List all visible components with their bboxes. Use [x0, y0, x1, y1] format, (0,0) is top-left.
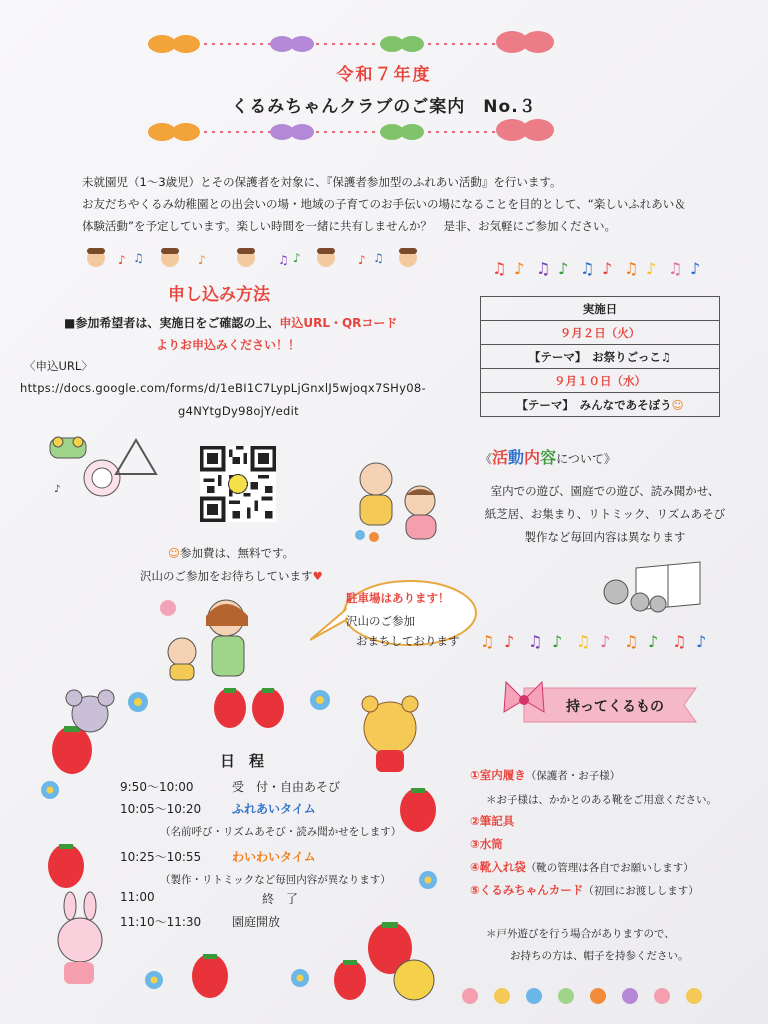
welcome-text: 沢山のご参加をお待ちしています — [140, 569, 313, 583]
event-date-2: ９月１０日（水） — [481, 369, 720, 393]
activity-heading-char: 容 — [540, 448, 557, 467]
butterfly-icon — [148, 35, 200, 53]
activity-heading-char: 活 — [492, 448, 509, 467]
timetable-activity: わいわいタイム — [232, 850, 316, 864]
svg-text:♪: ♪ — [600, 632, 611, 651]
svg-text:♪: ♪ — [552, 632, 563, 651]
svg-text:♫: ♫ — [672, 632, 687, 651]
bring-item-label: 筆記具 — [479, 814, 515, 828]
smiley-icon: ☺ — [671, 397, 684, 412]
timetable-time: 11:10～11:30 — [120, 915, 202, 929]
svg-text:♪: ♪ — [198, 253, 206, 267]
apply-instruction — [64, 314, 397, 331]
bring-item-name: ② — [470, 814, 480, 828]
activity-heading-char: 動 — [508, 448, 525, 467]
music-notes-row-2 — [480, 627, 720, 655]
smiley-icon: ☺ — [168, 546, 180, 560]
bring-item-name: ④ — [470, 860, 480, 874]
svg-text:♫: ♫ — [492, 259, 507, 278]
butterfly-icon — [270, 124, 314, 140]
activity-heading-char: 内 — [524, 448, 541, 467]
svg-text:♪: ♪ — [514, 259, 525, 278]
bring-item-note: （靴の管理は各自でお願いします） — [525, 862, 694, 874]
activity-line-1: 室内での遊び、園庭での遊び、読み聞かせ、 — [490, 484, 720, 498]
svg-text:♫: ♫ — [668, 259, 683, 278]
timetable-note: （製作・リトミックなど毎回内容が異なります） — [160, 874, 391, 886]
timetable-activity: 終 了 — [262, 892, 299, 906]
intro-line-2: お友だちやくるみ幼稚園との出会いの場・地域の子育てのお手伝いの場になることを目的として、“楽しいふれあい＆ — [82, 197, 686, 211]
timetable-activity: ふれあいタイム — [232, 802, 316, 816]
chick-icon — [394, 960, 434, 1000]
mice-book-illustration — [596, 558, 706, 618]
timetable-activity: 園庭開放 — [232, 915, 281, 929]
activity-line-2: 紙芝居、お集まり、リトミック、リズムあそび — [484, 507, 726, 521]
mother-child-illustration — [150, 592, 300, 682]
bring-item-label: 室内履き — [479, 768, 526, 782]
event-dates-table — [480, 296, 720, 417]
butterfly-icon — [496, 31, 554, 53]
svg-text:♪: ♪ — [602, 259, 613, 278]
svg-text:♫: ♫ — [624, 632, 639, 651]
timetable-time: 11:00 — [120, 890, 155, 904]
parking-line-2: 沢山のご参加 — [346, 614, 415, 628]
butterfly-icon — [380, 124, 424, 140]
svg-text:♫: ♫ — [536, 259, 551, 278]
svg-text:♫: ♫ — [480, 632, 495, 651]
activity-line-3: 製作など毎回内容は異なります — [524, 530, 686, 544]
butterfly-icon — [148, 123, 200, 141]
svg-text:♪: ♪ — [646, 259, 657, 278]
svg-text:♫: ♫ — [576, 632, 591, 651]
bring-item-note: （初回にお渡しします） — [583, 885, 699, 897]
parking-line-3: おまちしております — [356, 634, 460, 648]
music-notes-row-1 — [492, 254, 722, 282]
activity-heading — [480, 445, 616, 468]
application-url-line-1[interactable]: https://docs.google.com/forms/d/1eBI1C7LypLjGnxlJ5wjoqx7SHy08- — [20, 381, 426, 395]
event-theme-2-text: 【テーマ】 みんなであそぼう — [516, 397, 672, 412]
rabbit-icon — [58, 892, 102, 984]
butterfly-garland-top — [140, 28, 560, 60]
svg-text:♪: ♪ — [358, 253, 366, 267]
butterfly-icon — [270, 36, 314, 52]
svg-text:♫: ♫ — [278, 253, 289, 267]
butterfly-icon — [496, 119, 554, 141]
shoe-note: ＊お子様は、かかとのある靴をご用意ください。 — [486, 794, 717, 806]
activity-heading-open: 《 — [480, 452, 493, 466]
qr-code-icon[interactable] — [200, 446, 276, 522]
mouse-icon — [66, 690, 114, 732]
svg-text:♫: ♫ — [580, 259, 595, 278]
bring-item — [470, 813, 514, 829]
fee-line — [168, 545, 294, 561]
event-theme-1-text: 【テーマ】 お祭りごっこ — [528, 349, 661, 364]
timetable-time: 10:25～10:55 — [120, 850, 202, 864]
welcome-line — [140, 568, 323, 584]
bring-item-name: ① — [470, 768, 480, 782]
event-theme-1 — [481, 345, 720, 369]
apply-instruction-emphasis: 申込URL・QRコード — [279, 316, 398, 330]
bring-item-label: 水筒 — [479, 837, 503, 851]
timetable-heading: 日程 — [220, 752, 279, 770]
bring-item — [470, 859, 694, 875]
bring-item — [470, 836, 503, 852]
bring-item-name: ③ — [470, 837, 480, 851]
activity-heading-colored — [492, 448, 557, 467]
page-title: くるみちゃんクラブのご案内 No.３ — [231, 97, 537, 117]
bring-heading: 持ってくるもの — [566, 699, 664, 715]
apply-instruction-text: ■参加希望者は、実施日をご確認の上、 — [64, 316, 280, 330]
outdoor-note-2: お持ちの方は、帽子を持参ください。 — [510, 950, 689, 962]
timetable-activity: 受 付・自由あそび — [232, 780, 341, 794]
svg-text:♫: ♫ — [373, 251, 384, 265]
activity-heading-tail: について》 — [556, 452, 616, 466]
bring-item-label: 靴入れ袋 — [479, 860, 526, 874]
hats-garland — [458, 982, 728, 1008]
svg-text:♫: ♫ — [528, 632, 543, 651]
intro-line-1: 未就園児（1～3歳児）とその保護者を対象に、『保護者参加型のふれあい活動』を行います。 — [82, 175, 562, 189]
intro-line-3: 体験活動”を予定しています。楽しい時間を一緒に共有しませんか？ 是非、お気軽にご参加ください。 — [82, 219, 617, 233]
svg-text:♪: ♪ — [696, 632, 707, 651]
parking-available: 駐車場はあります！ — [346, 591, 450, 605]
event-date-1: ９月２日（火） — [481, 321, 720, 345]
svg-text:♪: ♪ — [504, 632, 515, 651]
svg-text:♪: ♪ — [648, 632, 659, 651]
babies-playing-illustration — [340, 455, 450, 545]
instruments-illustration — [44, 430, 164, 500]
svg-text:♪: ♪ — [558, 259, 569, 278]
bring-item — [470, 882, 699, 898]
fee-text: 参加費は、無料です。 — [180, 546, 295, 560]
url-label: 〈申込URL〉 — [24, 359, 93, 373]
apply-instruction-2: よりお申込みください！！ — [156, 338, 301, 352]
svg-text:♪: ♪ — [54, 484, 61, 495]
timetable-note: （名前呼び・リズムあそび・読み聞かせをします） — [160, 826, 402, 838]
event-theme-2 — [481, 393, 720, 417]
heart-icon: ♥ — [312, 569, 323, 583]
application-url-line-2[interactable]: g4NYtgDy98ojY/edit — [178, 404, 299, 418]
svg-text:♪: ♪ — [293, 251, 301, 265]
svg-text:♫: ♫ — [624, 259, 639, 278]
strawberry-flower-frame — [30, 680, 450, 1010]
svg-text:♫: ♫ — [133, 251, 144, 265]
apply-heading: 申し込み方法 — [168, 285, 270, 305]
bring-item-label: くるみちゃんカード — [479, 883, 584, 897]
table-header: 実施日 — [481, 297, 720, 321]
timetable-time: 10:05～10:20 — [120, 802, 202, 816]
music-note-icon: ♫ — [660, 349, 672, 364]
children-music-garland — [78, 244, 438, 270]
bring-item-note: （保護者・お子様） — [525, 770, 621, 782]
era-label: 令和７年度 — [336, 65, 432, 85]
svg-text:♪: ♪ — [690, 259, 701, 278]
butterfly-icon — [380, 36, 424, 52]
outdoor-note-1: ＊戸外遊びを行う場合がありますので、 — [486, 928, 675, 940]
bring-item — [470, 767, 620, 783]
timetable-time: 9:50～10:00 — [120, 780, 194, 794]
bring-item-name: ⑤ — [470, 883, 480, 897]
butterfly-garland-bottom — [140, 116, 560, 148]
smiley-icon — [229, 475, 248, 494]
svg-text:♪: ♪ — [118, 253, 126, 267]
bear-icon — [362, 696, 418, 772]
